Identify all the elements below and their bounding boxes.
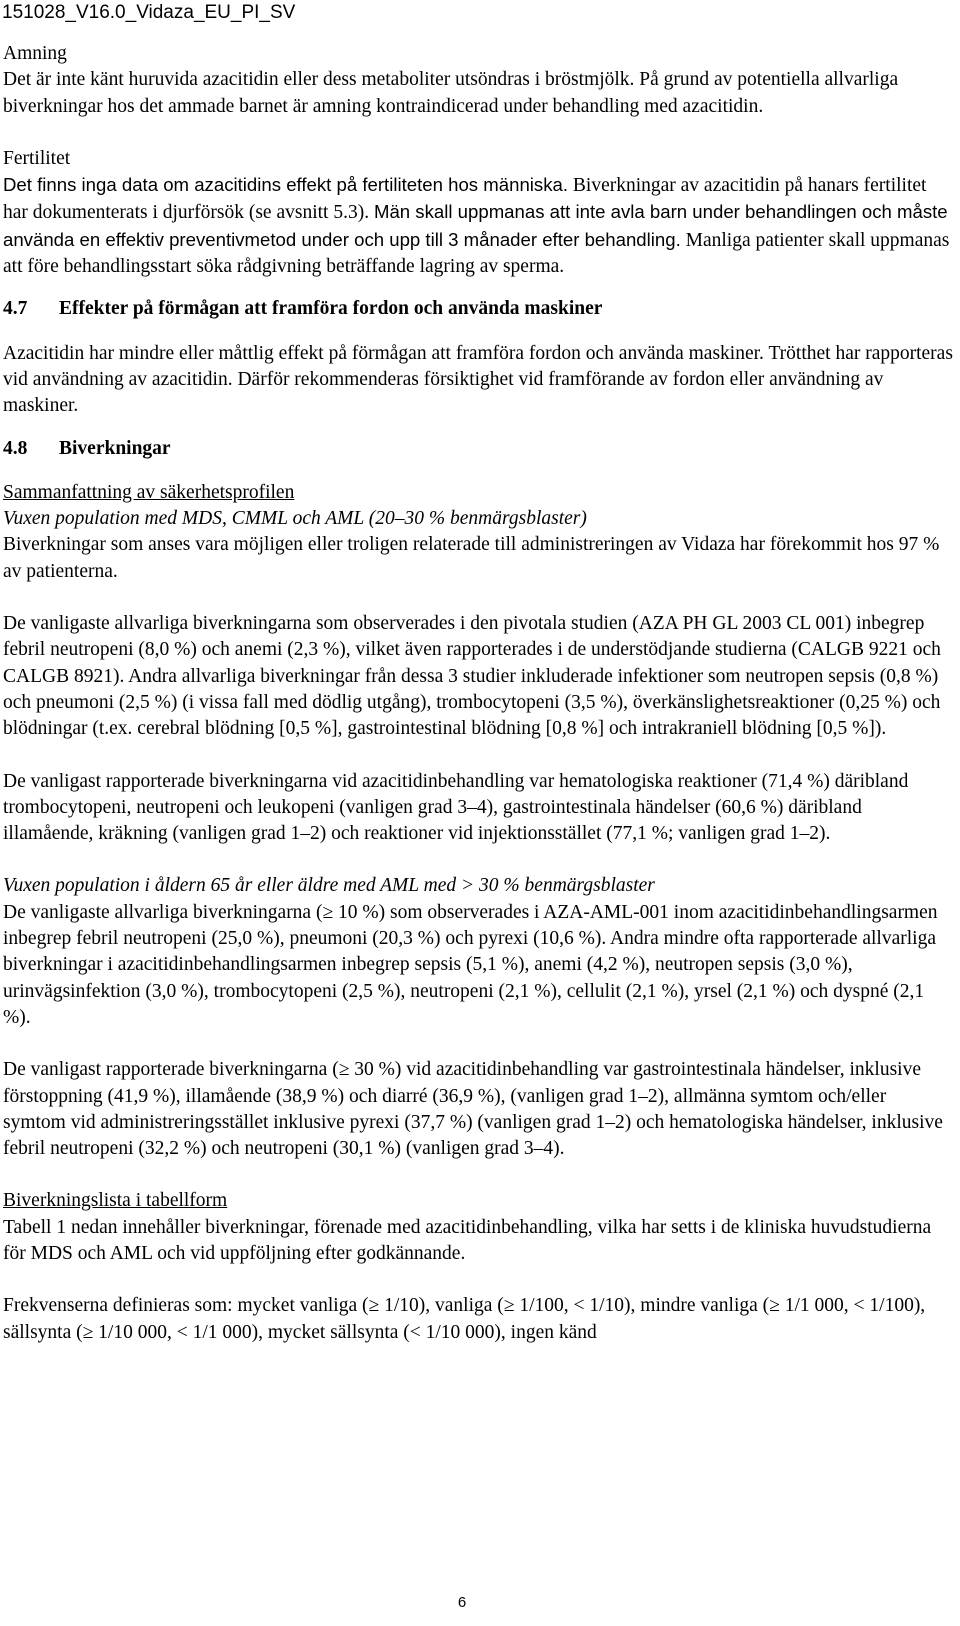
elderly-aml-subheading: Vuxen population i åldern 65 år eller äldre med AML med > 30 % benmärgsblaster [3, 875, 655, 897]
elderly-serious-text: De vanligaste allvarliga biverkningarna (≥ 10 %) som observerades i AZA-AML-001 inom azacitidinbehandlingsarmen inbegrep febril neutropeni (25,0 %), pneumoni (20,3 %) och pyrexi (10,6 %). Andra mindre ofta rapporterade allvarliga biverkningar i azacitidinbehandlingsarmen inbegrep sepsis (5,1 %), anemi (4,2 %), neutropen sepsis (3,0 %), urinvägsinfektion (3,0 %), trombocytopeni (2,5 %), neutropeni (2,1 %), cellulit (2,1 %), yrsel (2,1 %) och dyspné (2,1 %). [3, 901, 938, 1028]
section-4-7-number: 4.7 [3, 298, 28, 320]
common-reactions-text: De vanligast rapporterade biverkningarna vid azacitidinbehandling var hematologiska reaktioner (71,4 %) däribland trombocytopeni, neutropeni och leukopeni (vanligen grad 3–4), gastrointestinala händelser (60,6 %) däribland illamående, kräkning (vanligen grad 1–2) och reaktioner vid injektionsstället (77,1 %; vanligen grad 1–2). [3, 770, 909, 845]
serious-reactions-text: De vanligaste allvarliga biverkningarna som observerades i den pivotala studien (AZA PH GL 2003 CL 001) inbegrep febril neutropeni (8,0 %) och anemi (2,3 %), vilket även rapporterades i de understödjande studierna (CALGB 9221 och CALGB 8921). Andra allvarliga biverkningar från dessa 3 studier inkluderade infektioner som neutropen sepsis (0,8 %) och pneumoni (2,5 %) (i vissa fall med dödlig utgång), trombocytopeni (3,5 %), överkänslighetsreaktioner (0,25 %) och blödningar (t.ex. cerebral blödning [0,5 %], gastrointestinal blödning [0,8 %] och intrakraniell blödning [0,5 %]). [3, 613, 941, 740]
summary-heading: Sammanfattning av säkerhetsprofilen [3, 481, 295, 503]
fertilitet-text-d: Manliga patienter skall uppmanas att före behandlingsstart söka rådgivning beträffande lagring av sperma. [3, 229, 950, 278]
section-4-7-heading [3, 296, 953, 322]
elderly-common-text: De vanligast rapporterade biverkningarna (≥ 30 %) vid azacitidinbehandling var gastrointestinala händelser, inklusive förstoppning (41,9 %), illamående (38,9 %) och diarré (36,9 %), (vanligen grad 1–2), allmänna symtom och/eller symtom vid administreringsstället inklusive pyrexi (37,7 %) (vanligen grad 1–2) och hematologiska händelser, inklusive febril neutropeni (32,2 %) och neutropeni (30,1 %) (vanligen grad 3–4). [3, 1059, 943, 1160]
page-content [3, 41, 953, 1346]
section-4-8-title: Biverkningar [59, 437, 171, 459]
amning-text: Det är inte känt huruvida azacitidin eller dess metaboliter utsöndras i bröstmjölk. På grund av potentiella allvarliga biverkningar hos det ammade barnet är amning kontraindicerad under behandling med azacitidin. [3, 69, 899, 117]
fertilitet-heading: Fertilitet [3, 147, 71, 169]
fertilitet-text [3, 172, 953, 280]
section-4-7-text: Azacitidin har mindre eller måttlig effekt på förmågan att framföra fordon och använda maskiner. Trötthet har rapporteras vid användning av azacitidin. Därför rekommenderas försiktighet vid framförande av fordon eller användning av maskiner. [3, 342, 953, 417]
fertilitet-text-b: Biverkningar av azacitidin på hanars fertilitet har dokumenterats i djurförsök (se avsnitt 5.3). [3, 175, 927, 224]
frequency-definition-text: Frekvenserna definieras som: mycket vanliga (≥ 1/10), vanliga (≥ 1/100, < 1/10), mindre vanliga (≥ 1/1 000, < 1/100), sällsynta (≥ 1/10 000, < 1/1 000), mycket sällsynta (< 1/10 000), ingen känd [3, 1295, 926, 1343]
adult-mds-subheading: Vuxen population med MDS, CMML och AML (20–30 % benmärgsblaster) [3, 508, 587, 530]
fertilitet-text-a: Det finns inga data om azacitidins effekt på fertiliteten hos människa. [3, 174, 569, 196]
fertilitet-text-c: Män skall uppmanas att inte avla barn under behandlingen och måste använda en effektiv preventivmetod under och upp till 3 månader efter behandling. [3, 201, 948, 250]
page-number: 6 [457, 1594, 467, 1611]
section-4-7-title: Effekter på förmågan att framföra fordon och använda maskiner [59, 298, 603, 320]
section-4-8-number: 4.8 [3, 437, 28, 459]
adult-mds-text: Biverkningar som anses vara möjligen eller troligen relaterade till administreringen av Vidaza har förekommit hos 97 % av patienterna. [3, 534, 940, 582]
document-id: 151028_V16.0_Vidaza_EU_PI_SV [2, 2, 296, 23]
table-list-heading: Biverkningslista i tabellform [3, 1190, 228, 1212]
amning-heading: Amning [3, 43, 67, 64]
section-4-8-heading [3, 436, 953, 462]
table-list-text: Tabell 1 nedan innehåller biverkningar, förenade med azacitidinbehandling, vilka har setts i de kliniska huvudstudierna för MDS och AML och vid uppföljning efter godkännande. [3, 1216, 932, 1264]
